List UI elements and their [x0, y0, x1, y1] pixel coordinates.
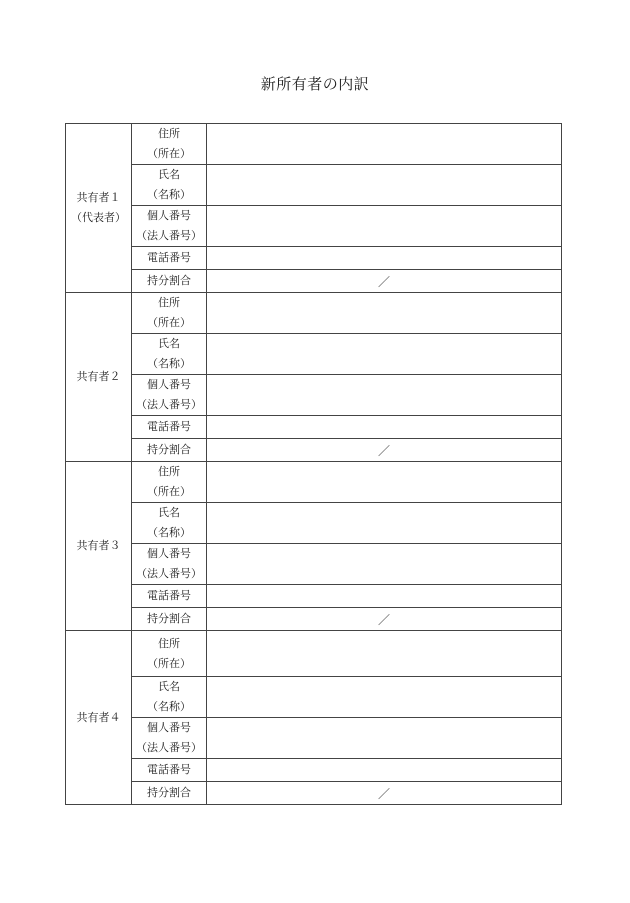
owner-4-name-row: [66, 677, 562, 718]
address-label-main: 住所: [158, 636, 180, 650]
owners-breakdown-table: [65, 123, 562, 805]
owner-2-number-label: [132, 375, 207, 416]
owner-1-name-field[interactable]: [207, 165, 562, 206]
owner-3-label-cell: [66, 462, 132, 631]
owner-4-phone-label: 電話番号: [132, 759, 207, 782]
share-slash: ／: [377, 274, 390, 289]
name-label-main: 氏名: [158, 168, 180, 181]
owner-4-label-cell: [66, 631, 132, 805]
owner-4-label: 共有者４: [76, 710, 121, 724]
owner-1-number-label: [132, 206, 207, 247]
owner-2-address-row: [66, 293, 562, 334]
name-label-sub: （名称）: [147, 700, 191, 713]
owner-2-name-label: [132, 334, 207, 375]
owner-3-phone-row: [66, 585, 562, 608]
owner-2-phone-label: 電話番号: [132, 416, 207, 439]
number-label-main: 個人番号: [147, 209, 191, 222]
owner-1-address-field[interactable]: [207, 124, 562, 165]
number-label-main: 個人番号: [147, 721, 191, 734]
address-label-sub: （所在）: [147, 316, 191, 329]
owner-4-number-field[interactable]: [207, 718, 562, 759]
owner-1-share-row: [66, 270, 562, 293]
owner-3-number-row: [66, 544, 562, 585]
owner-3-number-label: [132, 544, 207, 585]
name-label-main: 氏名: [158, 680, 180, 693]
owner-3-phone-field[interactable]: [207, 585, 562, 608]
owner-3-address-field[interactable]: [207, 462, 562, 503]
owner-2-address-field[interactable]: [207, 293, 562, 334]
owner-1-label-cell: [66, 124, 132, 293]
owner-3-share-field[interactable]: [207, 608, 562, 631]
name-label-sub: （名称）: [147, 357, 191, 370]
owner-1-name-row: [66, 165, 562, 206]
owner-4-number-row: [66, 718, 562, 759]
address-label-sub: （所在）: [147, 656, 191, 670]
address-label-main: 住所: [158, 296, 180, 309]
owner-3-share-label: 持分割合: [132, 608, 207, 631]
name-label-main: 氏名: [158, 337, 180, 350]
address-label-sub: （所在）: [147, 485, 191, 498]
owner-4-name-field[interactable]: [207, 677, 562, 718]
address-label-main: 住所: [158, 127, 180, 140]
address-label-main: 住所: [158, 465, 180, 478]
owner-1-phone-row: [66, 247, 562, 270]
share-slash: ／: [377, 786, 390, 801]
owner-3-label: 共有者３: [76, 539, 121, 552]
owner-4-share-row: [66, 782, 562, 805]
owner-1-label: 共有者１: [76, 191, 121, 204]
owner-1-name-label: [132, 165, 207, 206]
owner-1-share-field[interactable]: [207, 270, 562, 293]
number-label-sub: （法人番号）: [136, 567, 202, 580]
owner-4-name-label: [132, 677, 207, 718]
owner-4-phone-row: [66, 759, 562, 782]
name-label-sub: （名称）: [147, 526, 191, 539]
owner-3-share-row: [66, 608, 562, 631]
owner-2-label: 共有者２: [76, 370, 121, 383]
owner-4-share-label: 持分割合: [132, 782, 207, 805]
owner-2-phone-row: [66, 416, 562, 439]
number-label-sub: （法人番号）: [136, 398, 202, 411]
owner-2-share-field[interactable]: [207, 439, 562, 462]
owner-2-share-row: [66, 439, 562, 462]
number-label-sub: （法人番号）: [136, 741, 202, 754]
address-label-sub: （所在）: [147, 147, 191, 160]
owner-3-address-label: [132, 462, 207, 503]
owner-2-number-field[interactable]: [207, 375, 562, 416]
owner-3-name-label: [132, 503, 207, 544]
owner-2-address-label: [132, 293, 207, 334]
owner-3-address-row: [66, 462, 562, 503]
owner-1-address-label: [132, 124, 207, 165]
owner-1-number-row: [66, 206, 562, 247]
owner-3-phone-label: 電話番号: [132, 585, 207, 608]
owner-1-share-label: 持分割合: [132, 270, 207, 293]
owner-1-phone-field[interactable]: [207, 247, 562, 270]
owner-4-address-label: [132, 631, 207, 677]
owner-1-address-row: [66, 124, 562, 165]
number-label-main: 個人番号: [147, 378, 191, 391]
name-label-main: 氏名: [158, 506, 180, 519]
owner-3-name-field[interactable]: [207, 503, 562, 544]
share-slash: ／: [377, 443, 390, 458]
name-label-sub: （名称）: [147, 188, 191, 201]
owner-3-name-row: [66, 503, 562, 544]
owner-2-name-row: [66, 334, 562, 375]
share-slash: ／: [377, 612, 390, 627]
owner-2-share-label: 持分割合: [132, 439, 207, 462]
owner-2-phone-field[interactable]: [207, 416, 562, 439]
owner-4-phone-field[interactable]: [207, 759, 562, 782]
owner-4-share-field[interactable]: [207, 782, 562, 805]
owner-2-name-field[interactable]: [207, 334, 562, 375]
number-label-main: 個人番号: [147, 547, 191, 560]
owner-3-number-field[interactable]: [207, 544, 562, 585]
owner-4-address-row: [66, 631, 562, 677]
owner-4-address-field[interactable]: [207, 631, 562, 677]
document-title: 新所有者の内訳: [260, 75, 370, 93]
owner-1-number-field[interactable]: [207, 206, 562, 247]
number-label-sub: （法人番号）: [136, 229, 202, 242]
owner-4-number-label: [132, 718, 207, 759]
owner-2-number-row: [66, 375, 562, 416]
owner-1-sublabel: （代表者）: [71, 211, 126, 224]
owner-2-label-cell: [66, 293, 132, 462]
owner-1-phone-label: 電話番号: [132, 247, 207, 270]
